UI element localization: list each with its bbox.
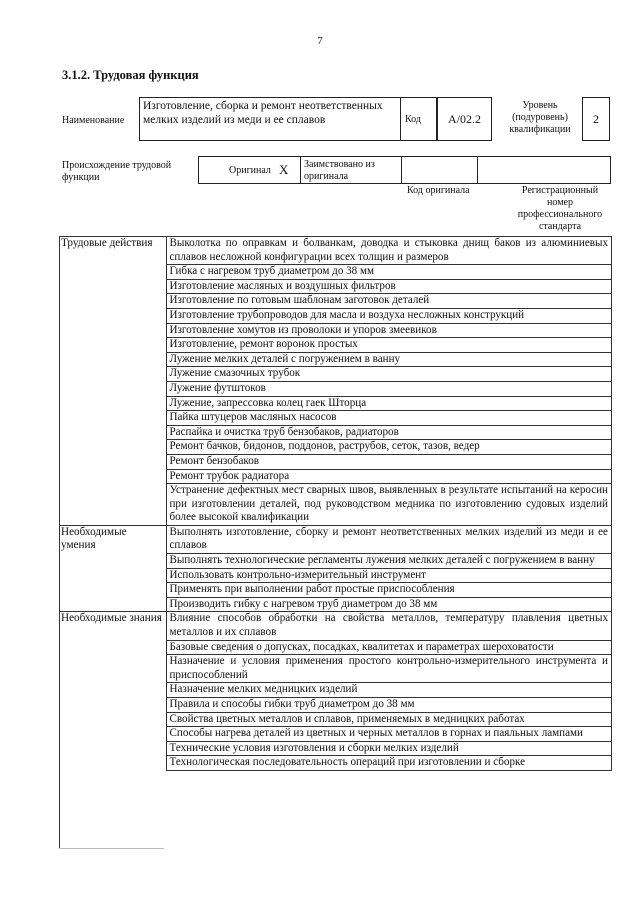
category-cell-empty bbox=[59, 756, 166, 771]
level-label bbox=[498, 100, 582, 136]
name-value-box bbox=[139, 97, 401, 141]
table-row bbox=[59, 484, 612, 526]
table-row bbox=[59, 683, 612, 698]
item-cell: Назначение и условия применения простого контрольно-измерительного инструмента и приспособлений bbox=[166, 655, 612, 683]
table-row bbox=[59, 568, 612, 583]
category-cell-empty bbox=[59, 698, 166, 713]
category-cell-empty bbox=[59, 265, 166, 280]
category-cell-empty bbox=[59, 367, 166, 382]
item-cell: Выколотка по оправкам и болванкам, доводка и стыковка днищ баков из алюминиевых сплавов несложной конфигурации всех толщин и размеров bbox=[166, 237, 612, 265]
reg-number-label-line-3: стандарта bbox=[538, 221, 582, 232]
table-row bbox=[59, 323, 612, 338]
category-cell-empty bbox=[59, 554, 166, 569]
category-cell-empty bbox=[59, 396, 166, 411]
category-cell: Трудовые действия bbox=[59, 237, 166, 265]
category-cell-empty bbox=[59, 727, 166, 742]
level-label-line-2: (подуровень) bbox=[512, 112, 568, 123]
table-row bbox=[59, 756, 612, 771]
name-value: Изготовление, сборка и ремонт неответственных мелких изделий из меди и ее сплавов bbox=[143, 100, 383, 126]
item-cell: Лужение мелких деталей с погружением в ванну bbox=[166, 352, 612, 367]
reg-number-label-line-1: Регистрационный номер bbox=[521, 185, 599, 208]
table-row bbox=[59, 741, 612, 756]
item-cell: Пайка штуцеров масляных насосов bbox=[166, 411, 612, 426]
item-cell: Правила и способы гибки труб диаметром до 38 мм bbox=[166, 698, 612, 713]
item-cell: Выполнять изготовление, сборку и ремонт неответственных мелких изделий из меди и ее сплавов bbox=[166, 525, 612, 553]
table-row bbox=[59, 308, 612, 323]
item-cell: Ремонт бачков, бидонов, поддонов, раструбов, сеток, тазов, ведер bbox=[166, 440, 612, 455]
item-cell: Технические условия изготовления и сборки мелких изделий bbox=[166, 741, 612, 756]
category-cell-empty bbox=[59, 683, 166, 698]
category-cell-empty bbox=[59, 425, 166, 440]
original-mark: X bbox=[279, 162, 289, 177]
category-cell-empty bbox=[59, 440, 166, 455]
table-row bbox=[59, 411, 612, 426]
code-original-box bbox=[402, 156, 478, 184]
borrowed-label-line-2: оригинала bbox=[304, 171, 349, 182]
table-row bbox=[59, 381, 612, 396]
name-label: Наименование bbox=[62, 115, 125, 126]
table-row bbox=[59, 352, 612, 367]
borrowed-box bbox=[301, 156, 402, 184]
code-original-label: Код оригинала bbox=[407, 185, 470, 196]
level-value: 2 bbox=[593, 112, 599, 126]
category-cell-empty bbox=[59, 294, 166, 309]
item-cell: Назначение мелких медницких изделий bbox=[166, 683, 612, 698]
item-cell: Гибка с нагревом труб диаметром до 38 мм bbox=[166, 265, 612, 280]
category-cell-empty bbox=[59, 381, 166, 396]
level-label-line-3: квалификации bbox=[509, 124, 571, 135]
code-value: А/02.2 bbox=[448, 112, 481, 126]
table-row bbox=[59, 597, 612, 612]
item-cell: Выполнять технологические регламенты лужения мелких деталей с погружением в ванну bbox=[166, 554, 612, 569]
table-row bbox=[59, 425, 612, 440]
item-cell: Влияние способов обработки на свойства металлов, температуру плавления цветных металлов и их сплавов bbox=[166, 612, 612, 640]
item-cell: Устранение дефектных мест сварных швов, выявленных в результате испытаний на керосин при изготовлении деталей, под руководством медника по изготовлению судовых изделий более высокой квалификации bbox=[166, 484, 612, 526]
item-cell: Использовать контрольно-измерительный инструмент bbox=[166, 568, 612, 583]
item-cell: Способы нагрева деталей из цветных и черных металлов в горнах и паяльных лампами bbox=[166, 727, 612, 742]
item-cell: Лужение смазочных трубок bbox=[166, 367, 612, 382]
table-bottom-rule bbox=[59, 848, 164, 849]
category-cell-empty bbox=[59, 597, 166, 612]
category-cell-empty bbox=[59, 308, 166, 323]
item-cell: Технологическая последовательность операций при изготовлении и сборке bbox=[166, 756, 612, 771]
item-cell: Распайка и очистка труб бензобаков, радиаторов bbox=[166, 425, 612, 440]
table-row bbox=[59, 294, 612, 309]
item-cell: Лужение футштоков bbox=[166, 381, 612, 396]
item-cell: Свойства цветных металлов и сплавов, применяемых в медницких работах bbox=[166, 712, 612, 727]
category-cell-empty bbox=[59, 323, 166, 338]
category-cell-empty bbox=[59, 583, 166, 598]
table-row bbox=[59, 440, 612, 455]
category-cell-empty bbox=[59, 568, 166, 583]
table-row bbox=[59, 698, 612, 713]
category-cell: Необходимые знания bbox=[59, 612, 166, 640]
reg-number-label-line-2: профессионального bbox=[517, 209, 603, 220]
table-row bbox=[59, 279, 612, 294]
level-label-line-1: Уровень bbox=[522, 100, 558, 111]
item-cell: Изготовление хомутов из проволоки и упоров змеевиков bbox=[166, 323, 612, 338]
item-cell: Лужение, запрессовка колец гаек Шторца bbox=[166, 396, 612, 411]
origin-label bbox=[62, 160, 171, 184]
original-label: Оригинал bbox=[229, 165, 271, 176]
table-row bbox=[59, 237, 612, 265]
table-row bbox=[59, 469, 612, 484]
code-label: Код bbox=[405, 114, 421, 125]
table-row bbox=[59, 367, 612, 382]
table-row bbox=[59, 655, 612, 683]
category-cell: Необходимые умения bbox=[59, 525, 166, 553]
table-row bbox=[59, 554, 612, 569]
item-cell: Базовые сведения о допусках, посадках, квалитетах и параметрах шероховатости bbox=[166, 640, 612, 655]
category-cell-empty bbox=[59, 469, 166, 484]
category-cell-empty bbox=[59, 411, 166, 426]
category-cell-empty bbox=[59, 352, 166, 367]
item-cell: Производить гибку с нагревом труб диаметром до 38 мм bbox=[166, 597, 612, 612]
category-cell-empty bbox=[59, 454, 166, 469]
category-cell-empty bbox=[59, 640, 166, 655]
item-cell: Изготовление масляных и воздушных фильтров bbox=[166, 279, 612, 294]
category-cell-empty bbox=[59, 712, 166, 727]
section-title: 3.1.2. Трудовая функция bbox=[62, 68, 199, 82]
item-cell: Ремонт бензобаков bbox=[166, 454, 612, 469]
table-row bbox=[59, 727, 612, 742]
table-row bbox=[59, 640, 612, 655]
code-label-box bbox=[401, 97, 437, 141]
category-cell-empty bbox=[59, 279, 166, 294]
table-row bbox=[59, 583, 612, 598]
origin-label-line-2: функции bbox=[62, 172, 100, 183]
item-cell: Изготовление, ремонт воронок простых bbox=[166, 338, 612, 353]
table-row bbox=[59, 454, 612, 469]
page-number: 7 bbox=[317, 35, 323, 47]
reg-number-box bbox=[478, 156, 611, 184]
table-row bbox=[59, 396, 612, 411]
category-cell-empty bbox=[59, 338, 166, 353]
item-cell: Ремонт трубок радиатора bbox=[166, 469, 612, 484]
item-cell: Применять при выполнении работ простые приспособления bbox=[166, 583, 612, 598]
category-cell-empty bbox=[59, 655, 166, 683]
level-value-box bbox=[582, 97, 610, 141]
category-cell-empty bbox=[59, 484, 166, 526]
table-row bbox=[59, 265, 612, 280]
item-cell: Изготовление по готовым шаблонам заготовок деталей bbox=[166, 294, 612, 309]
labor-function-table bbox=[59, 236, 612, 771]
table-row bbox=[59, 338, 612, 353]
item-cell: Изготовление трубопроводов для масла и воздуха несложных конструкций bbox=[166, 308, 612, 323]
code-value-box bbox=[437, 97, 492, 141]
category-cell-empty bbox=[59, 741, 166, 756]
reg-number-label bbox=[510, 185, 610, 233]
borrowed-label-line-1: Заимствовано из bbox=[304, 159, 375, 170]
table-row bbox=[59, 612, 612, 640]
table-row bbox=[59, 712, 612, 727]
original-box bbox=[198, 156, 301, 184]
origin-label-line-1: Происхождение трудовой bbox=[62, 160, 172, 171]
table-row bbox=[59, 525, 612, 553]
